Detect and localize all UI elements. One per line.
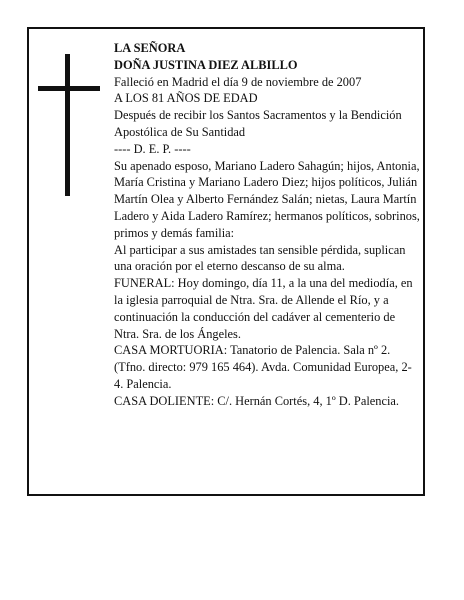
- cross-icon: [38, 54, 100, 196]
- obituary-text: [114, 40, 420, 410]
- sacraments-paragraph: Después de recibir los Santos Sacramentos y la Bendición Apostólica de Su Santidad: [114, 108, 402, 139]
- death-line: Falleció en Madrid el día 9 de noviembre de 2007: [114, 74, 362, 89]
- dep-line: ---- D. E. P. ----: [114, 141, 191, 156]
- deceased-name: DOÑA JUSTINA DIEZ ALBILLO: [114, 57, 298, 72]
- mortuary-paragraph: CASA MORTUORIA: Tanatorio de Palencia. Sala nº 2. (Tfno. directo: 979 165 464). Avda. Comunidad Europea, 2-4. Palencia.: [114, 343, 412, 391]
- cross-vertical-bar: [65, 54, 70, 196]
- family-paragraph: Su apenado esposo, Mariano Ladero Sahagún; hijos, Antonia, María Cristina y Mariano Ladero Diez; hijos políticos, Julián Martín Olea y Alberto Fernández Salán; nietas, Laura Martín Ladero y Aida Ladero Ramírez; hermanos políticos, sobrinos, primos y demás familia:: [114, 158, 420, 240]
- age-line: A LOS 81 AÑOS DE EDAD: [114, 91, 258, 106]
- notice-title: LA SEÑORA: [114, 41, 186, 55]
- funeral-paragraph: FUNERAL: Hoy domingo, día 11, a la una del mediodía, en la iglesia parroquial de Ntra. Sra. de Allende el Río, y a continuación la conducción del cadáver al cementerio de Ntra. Sra. de los Ángeles.: [114, 276, 413, 341]
- cross-horizontal-bar: [38, 86, 100, 91]
- request-paragraph: Al participar a sus amistades tan sensible pérdida, suplican una oración por el eterno descanso de su alma.: [114, 242, 406, 274]
- home-paragraph: CASA DOLIENTE: C/. Hernán Cortés, 4, 1º D. Palencia.: [114, 393, 399, 408]
